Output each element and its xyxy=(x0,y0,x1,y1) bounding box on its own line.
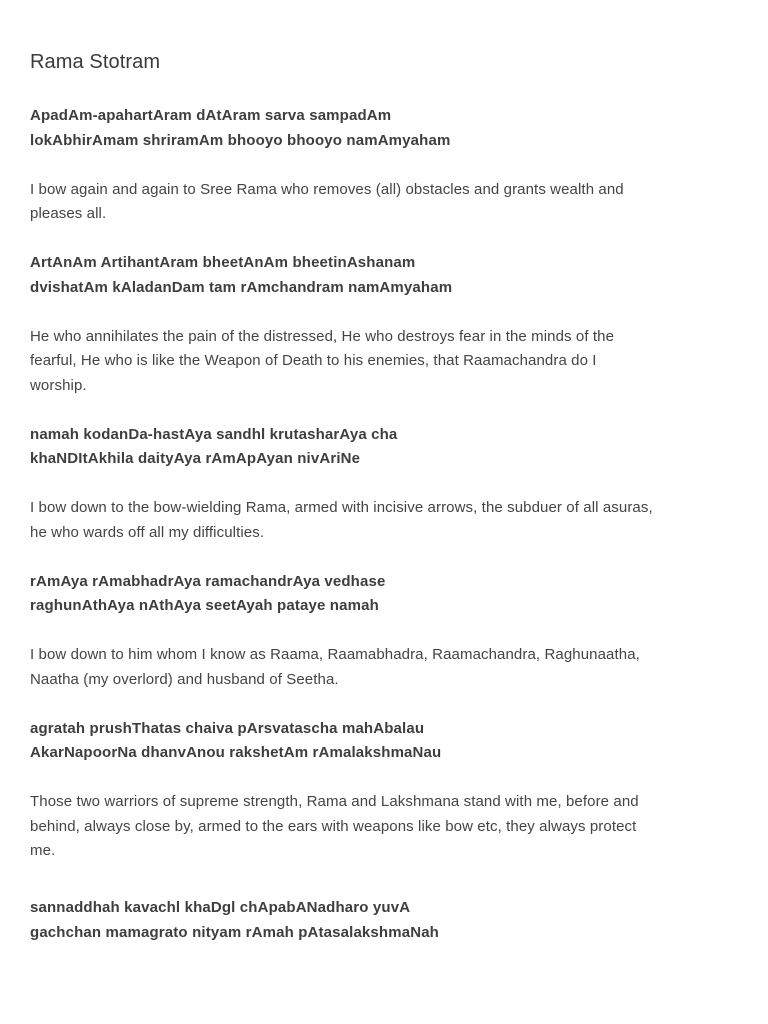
verse-4 xyxy=(30,570,738,619)
meaning-1: I bow again and again to Sree Rama who removes (all) obstacles and grants wealth and pleases all. xyxy=(30,180,624,222)
verse-6 xyxy=(30,896,738,945)
verse-line: AkarNapoorNa dhanvAnou rakshetAm rAmalakshmaNau xyxy=(30,744,442,761)
verse-line: ApadAm-apahartAram dAtAram sarva sampadAm xyxy=(30,107,392,124)
page-title: Rama Stotram xyxy=(30,51,161,73)
spacer xyxy=(30,888,738,896)
meaning-2: He who annihilates the pain of the distressed, He who destroys fear in the minds of the fearful, He who is like the Weapon of Death to his enemies, that Raamachandra do I worship. xyxy=(30,327,615,394)
verse-line: rAmAya rAmabhadrAya ramachandrAya vedhase xyxy=(30,572,386,590)
verse-line: khaNDItAkhila daityAya rAmApAyan nivAriNe xyxy=(30,450,361,467)
verse-1 xyxy=(30,104,738,153)
verse-line: ArtAnAm ArtihantAram bheetAnAm bheetinAshanam xyxy=(30,254,416,271)
meaning-5: Those two warriors of supreme strength, Rama and Lakshmana stand with me, before and behind, always close by, armed to the ears with weapons like bow etc, they always protect me. xyxy=(30,793,639,859)
verse-line: namah kodanDa-hastAya sandhl krutasharAya cha xyxy=(30,425,398,443)
meaning-4: I bow down to him whom I know as Raama, Raamabhadra, Raamachandra, Raghunaatha, Naatha (my overlord) and husband of Seetha. xyxy=(30,646,640,688)
verse-line: raghunAthAya nAthAya seetAyah pataye namah xyxy=(30,597,379,614)
verse-line: dvishatAm kAladanDam tam rAmchandram namAmyaham xyxy=(30,278,453,296)
verse-line: sannaddhah kavachl khaDgl chApabANadharo yuvA xyxy=(30,899,411,916)
verse-line: agratah prushThatas chaiva pArsvatascha mahAbalau xyxy=(30,719,425,737)
verse-2 xyxy=(30,251,738,300)
verse-line: lokAbhirAmam shriramAm bhooyo bhooyo namAmyaham xyxy=(30,131,451,149)
verse-line: gachchan mamagrato nityam rAmah pAtasalakshmaNah xyxy=(30,923,439,941)
verse-3 xyxy=(30,423,738,472)
verse-5 xyxy=(30,717,738,766)
meaning-3: I bow down to the bow-wielding Rama, armed with incisive arrows, the subduer of all asuras, he who wards off all my difficulties. xyxy=(30,499,653,541)
